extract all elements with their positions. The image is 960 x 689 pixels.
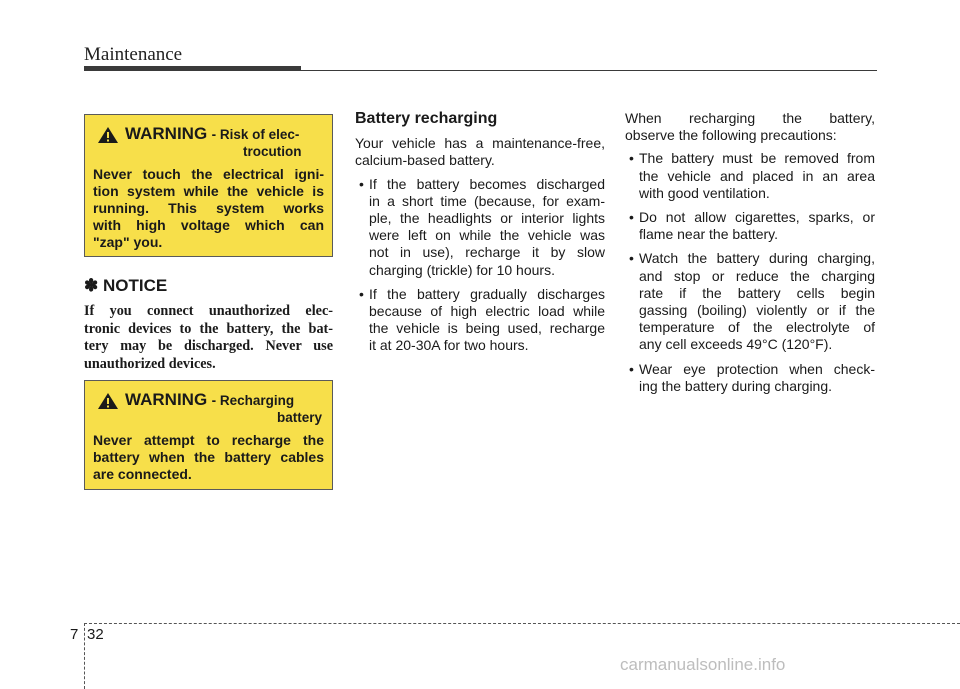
warning-header bbox=[93, 125, 324, 160]
list-item bbox=[625, 361, 875, 395]
list-item bbox=[625, 250, 875, 353]
chapter-number: 7 bbox=[70, 626, 79, 643]
warning-body-line: "zap" you. bbox=[93, 234, 163, 250]
warning-box-electrocution bbox=[84, 114, 333, 257]
notice-body-line: tery may be discharged. Never use bbox=[84, 338, 333, 355]
precautions-intro bbox=[625, 110, 875, 144]
bullet-line: gassing (boiling) violently or if the bbox=[639, 302, 875, 319]
list-item bbox=[355, 176, 605, 279]
bullet-line: ple, the headlights or interior lights bbox=[369, 210, 605, 227]
notice-body-line: If you connect unauthorized elec- bbox=[84, 303, 333, 319]
bullet-list bbox=[355, 176, 605, 355]
warning-triangle-icon bbox=[97, 392, 119, 410]
bullet-line: • Wear eye protection when check- bbox=[639, 360, 875, 377]
bullet-line: it at 20-30A for two hours. bbox=[369, 337, 529, 354]
notice-body bbox=[84, 303, 333, 373]
intro-line: observe the following precautions: bbox=[625, 127, 837, 144]
warning-body-line: running. This system works bbox=[93, 200, 324, 216]
bullet-line: charging (trickle) for 10 hours. bbox=[369, 261, 555, 278]
warning-body bbox=[93, 432, 324, 483]
list-item bbox=[625, 150, 875, 202]
page-header-title: Maintenance bbox=[84, 44, 183, 65]
bullet-line: temperature of the electrolyte of bbox=[639, 319, 875, 336]
warning-box-recharging bbox=[84, 380, 333, 490]
footer-divider bbox=[84, 623, 85, 689]
list-item bbox=[625, 209, 875, 243]
intro-line: When recharging the battery, bbox=[625, 110, 875, 126]
bullet-line: the vehicle is being used, recharge bbox=[369, 320, 605, 337]
bullet-line: because of high electric load while bbox=[369, 303, 605, 320]
warning-body bbox=[93, 166, 324, 251]
section-intro bbox=[355, 135, 605, 169]
warning-body-line: are connected. bbox=[93, 466, 192, 482]
warning-subtitle-cont: battery bbox=[277, 410, 323, 425]
warning-subtitle: - Recharging bbox=[211, 393, 295, 408]
header-rule-thin bbox=[301, 70, 877, 71]
warning-body-line: with high voltage which can bbox=[93, 217, 324, 233]
intro-line: calcium-based battery. bbox=[355, 152, 495, 169]
page-number: 32 bbox=[87, 626, 104, 643]
header-rule-thick bbox=[84, 66, 301, 71]
precautions-section bbox=[625, 110, 875, 402]
bullet-line: • The battery must be removed from bbox=[639, 150, 875, 167]
intro-line: Your vehicle has a maintenance-free, bbox=[355, 135, 605, 152]
notice-title: ✽ NOTICE bbox=[84, 276, 168, 295]
notice-body-line: tronic devices to the battery, the bat- bbox=[84, 320, 333, 337]
warning-label: WARNING bbox=[125, 124, 208, 143]
list-item bbox=[355, 286, 605, 355]
bullet-line: rate if the battery cells begin bbox=[639, 284, 875, 301]
footer-rule bbox=[84, 623, 960, 624]
bullet-line: in a short time (because, for exam- bbox=[369, 192, 605, 209]
warning-subtitle: - Risk of elec- bbox=[211, 127, 300, 142]
bullet-line: and stop or reduce the charging bbox=[639, 267, 875, 284]
bullet-list bbox=[625, 150, 875, 395]
warning-body-line: tion system while the vehicle is bbox=[93, 183, 324, 199]
watermark: carmanualsonline.info bbox=[620, 655, 786, 674]
bullet-line: any cell exceeds 49°C (120°F). bbox=[639, 336, 833, 353]
bullet-line: • Do not allow cigarettes, sparks, or bbox=[639, 209, 875, 226]
bullet-line: with good ventilation. bbox=[639, 184, 770, 201]
warning-body-line: Never touch the electrical igni- bbox=[93, 166, 324, 182]
bullet-line: • If the battery becomes discharged bbox=[369, 175, 605, 192]
warning-header bbox=[93, 391, 324, 426]
section-title: Battery recharging bbox=[355, 110, 498, 127]
warning-subtitle-cont: trocution bbox=[243, 144, 302, 159]
bullet-line: flame near the battery. bbox=[639, 226, 779, 243]
bullet-line: • Watch the battery during charging, bbox=[639, 250, 875, 267]
warning-label: WARNING bbox=[125, 390, 208, 409]
bullet-line: • If the battery gradually discharges bbox=[369, 285, 605, 302]
warning-triangle-icon bbox=[97, 126, 119, 144]
battery-recharging-section bbox=[355, 110, 605, 362]
bullet-line: the vehicle and placed in an area bbox=[639, 167, 875, 184]
bullet-line: ing the battery during charging. bbox=[639, 377, 833, 394]
bullet-line: not in use), recharge it by slow bbox=[369, 244, 605, 261]
warning-body-line: Never attempt to recharge the bbox=[93, 432, 324, 448]
warning-body-line: battery when the battery cables bbox=[93, 449, 324, 465]
notice-body-line: unauthorized devices. bbox=[84, 355, 216, 372]
bullet-line: were left on while the vehicle was bbox=[369, 227, 605, 244]
